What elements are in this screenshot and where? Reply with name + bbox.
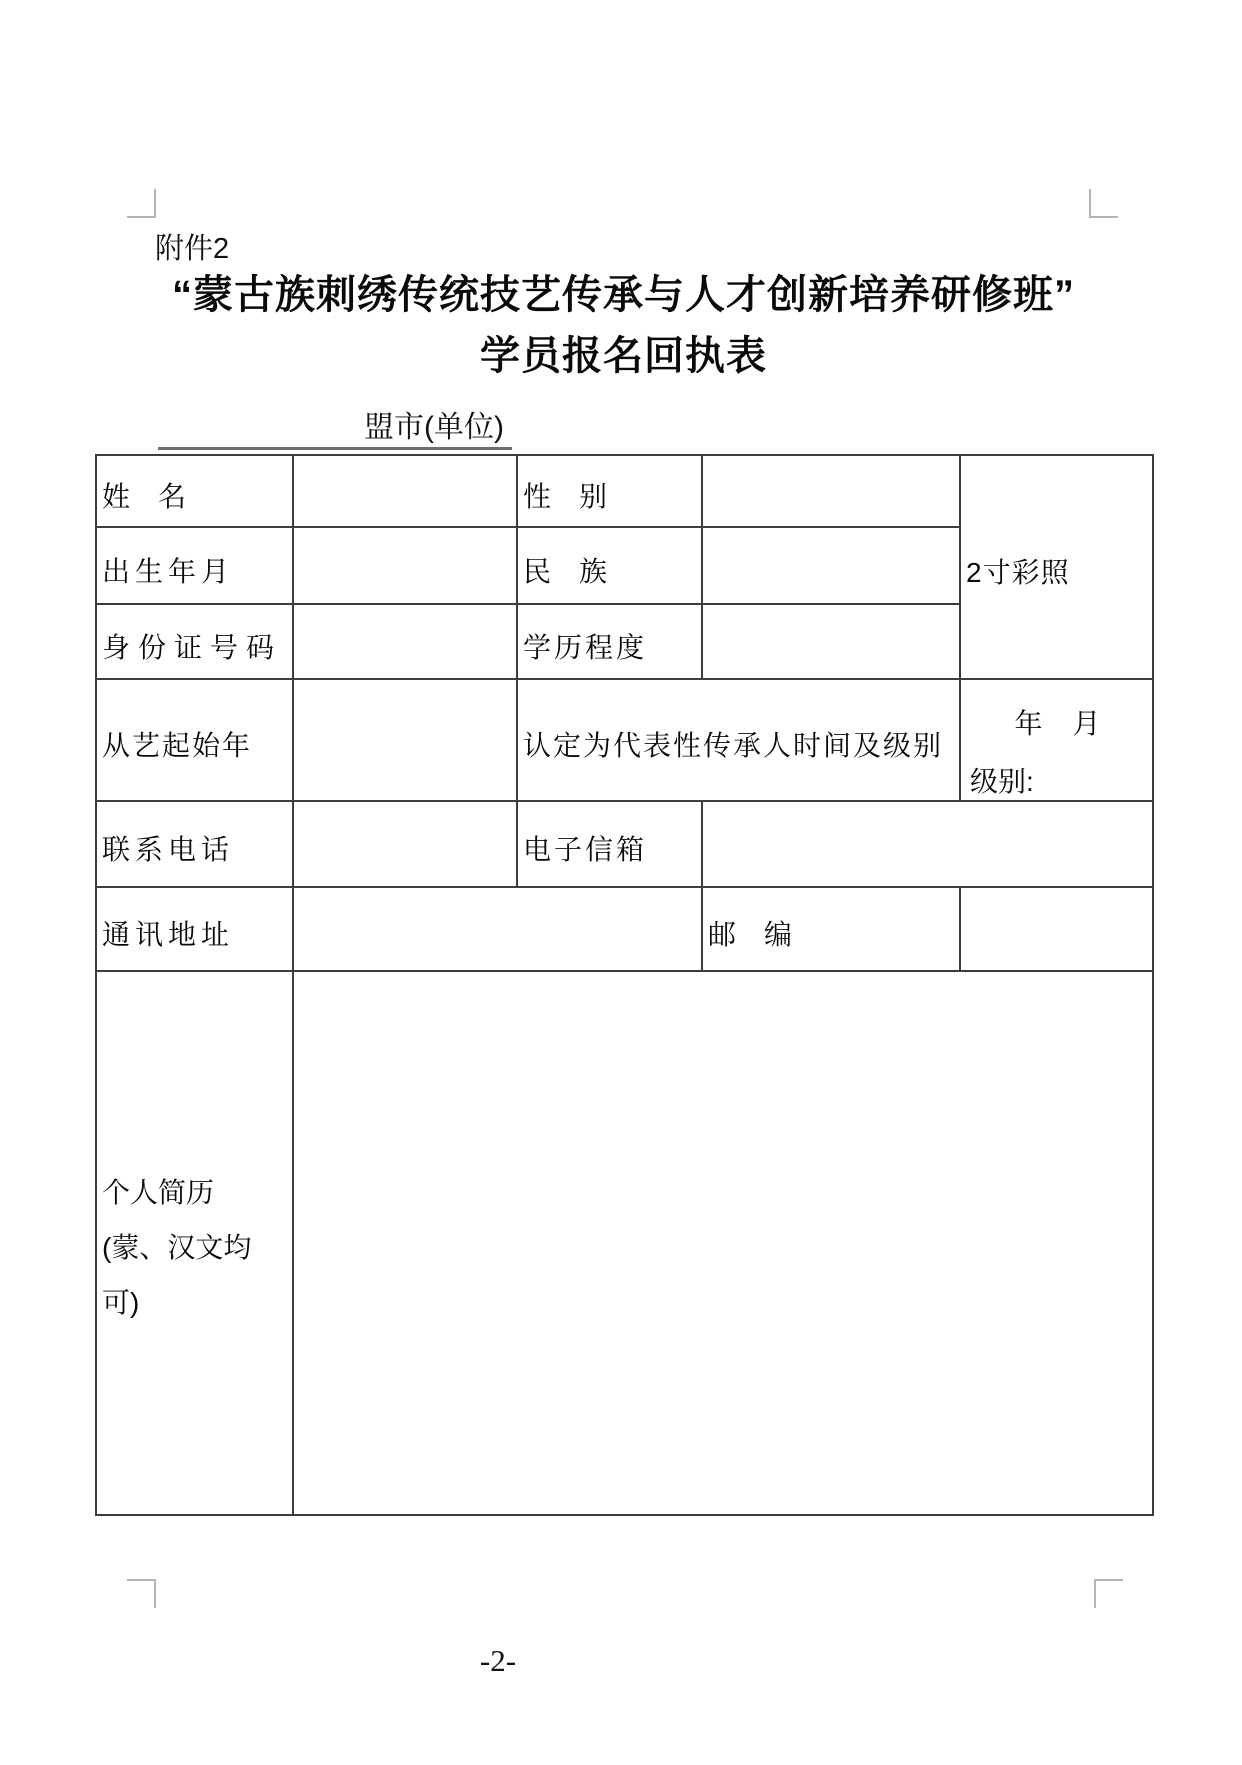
education-label-cell: 学历程度 [517, 604, 702, 679]
form-title-line2: 学员报名回执表 [480, 334, 767, 378]
postal-code-label-cell: 邮 编 [702, 887, 960, 971]
crop-mark-bottom-right [1094, 1579, 1123, 1608]
table-row [96, 801, 1153, 887]
resume-label-line1: 个人简历 [102, 1176, 215, 1208]
postal-code-value-cell[interactable] [960, 887, 1153, 971]
resume-value-cell[interactable] [293, 971, 1153, 1515]
attachment-label: 附件2 [155, 233, 230, 265]
crop-mark-top-left [127, 189, 156, 218]
gender-value-cell[interactable] [702, 455, 960, 527]
resume-label-line2: (蒙、汉文均 [102, 1231, 252, 1263]
table-row [96, 887, 1153, 971]
email-label-cell: 电子信箱 [517, 801, 702, 887]
phone-value-cell[interactable] [293, 801, 517, 887]
resume-label-cell [96, 971, 293, 1515]
phone-label-cell: 联系电话 [96, 801, 293, 887]
registration-table [95, 454, 1154, 1516]
address-label-cell: 通讯地址 [96, 887, 293, 971]
name-value-cell[interactable] [293, 455, 517, 527]
photo-cell[interactable]: 2寸彩照 [960, 455, 1153, 679]
ethnicity-label-cell: 民 族 [517, 527, 702, 604]
crop-mark-bottom-left [127, 1579, 156, 1608]
gender-label-cell: 性 别 [517, 455, 702, 527]
year-month-level-cell[interactable] [960, 679, 1153, 801]
inheritor-recognition-label-cell: 认定为代表性传承人时间及级别 [517, 679, 960, 801]
art-start-year-value-cell[interactable] [293, 679, 517, 801]
resume-label-line3: 可) [102, 1286, 140, 1318]
league-city-underline[interactable] [158, 404, 512, 450]
league-city-label: 盟市(单位) [364, 411, 504, 444]
table-row [96, 455, 1153, 527]
birth-date-label-cell: 出生年月 [96, 527, 293, 604]
ethnicity-value-cell[interactable] [702, 527, 960, 604]
crop-mark-top-right [1089, 189, 1118, 218]
table-row [96, 971, 1153, 1515]
address-value-cell[interactable] [293, 887, 702, 971]
education-value-cell[interactable] [702, 604, 960, 679]
table-row [96, 679, 1153, 801]
page-number: -2- [479, 1643, 517, 1678]
art-start-year-label-cell: 从艺起始年 [96, 679, 293, 801]
name-label-cell: 姓 名 [96, 455, 293, 527]
id-number-label-cell: 身份证号码 [96, 604, 293, 679]
year-month-label: 年 月 [1014, 708, 1102, 739]
birth-date-value-cell[interactable] [293, 527, 517, 604]
level-label: 级别: [970, 766, 1034, 797]
id-number-value-cell[interactable] [293, 604, 517, 679]
form-title-line1: “蒙古族刺绣传统技艺传承与人才创新培养研修班” [172, 273, 1075, 317]
email-value-cell[interactable] [702, 801, 1153, 887]
